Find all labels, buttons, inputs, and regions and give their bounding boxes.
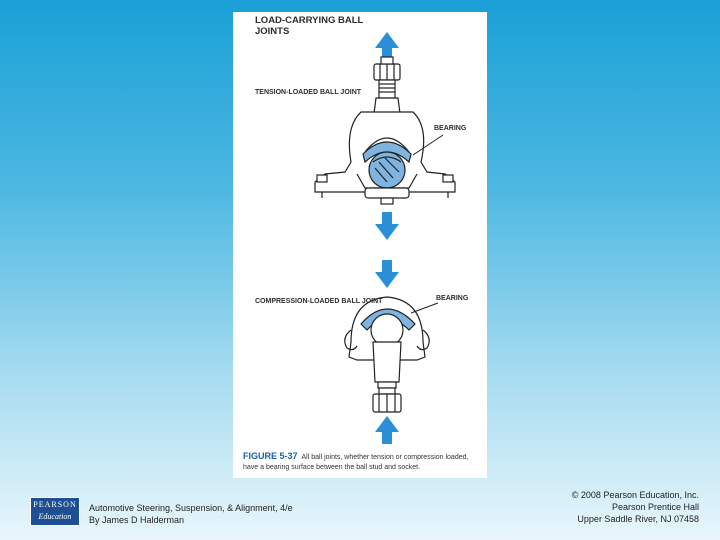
- logo-bottom-text: Education: [38, 512, 72, 521]
- figure-title: LOAD-CARRYING BALL JOINTS: [255, 15, 364, 37]
- book-title: Automotive Steering, Suspension, & Alignment, 4/e: [89, 503, 293, 513]
- caption-number: FIGURE 5-37: [243, 451, 298, 461]
- book-author: By James D Halderman: [89, 515, 185, 525]
- up-arrow-bottom: [375, 416, 399, 444]
- pearson-logo: [30, 497, 80, 526]
- copyright: © 2008 Pearson Education, Inc.: [571, 490, 699, 500]
- bearing-label-top: BEARING: [434, 125, 467, 132]
- bearing-leader-bottom: [411, 303, 438, 313]
- figure-panel: [233, 12, 487, 478]
- figure-caption: [243, 451, 485, 472]
- publisher: Pearson Prentice Hall: [611, 502, 699, 512]
- compression-ball-joint: [345, 297, 430, 412]
- ball-joint-diagram: [233, 12, 487, 478]
- down-arrow-top: [375, 212, 399, 240]
- up-arrow-top: [375, 32, 399, 60]
- down-arrow-bottom: [375, 260, 399, 288]
- compression-loaded-label: COMPRESSION-LOADED BALL JOINT: [255, 298, 383, 305]
- publisher-location: Upper Saddle River, NJ 07458: [577, 514, 699, 524]
- footer-right: [572, 489, 699, 525]
- logo-top-text: PEARSON: [33, 500, 77, 509]
- footer-left: [89, 502, 293, 526]
- caption-text: All ball joints, whether tension or compression loaded, have a bearing surface between the ball stud and socket.: [243, 454, 469, 471]
- tension-loaded-label: TENSION-LOADED BALL JOINT: [255, 89, 362, 96]
- bearing-label-bottom: BEARING: [436, 295, 469, 302]
